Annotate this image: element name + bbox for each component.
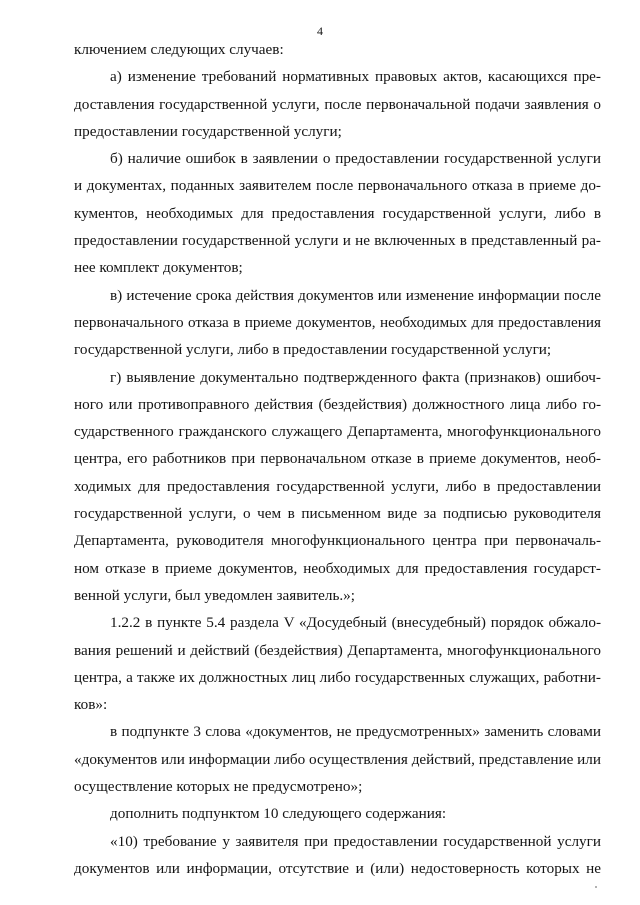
text-line: «10) требование у заявителя при предоставлении государственной услуги	[110, 832, 601, 850]
text-line: ков»:	[74, 696, 108, 714]
document-body	[74, 36, 601, 882]
text-line: ключением следующих случаев:	[74, 41, 284, 58]
page-number: 4	[317, 24, 323, 38]
text-line: государственной услуги, о чем в письменном виде за подписью руководителя	[74, 505, 601, 523]
text-line: доставления государственной услуги, после первоначальной подачи заявления о	[74, 95, 601, 113]
text-line: государственной услуги, либо в предоставлении государственной услуги;	[74, 341, 552, 359]
text-line: 1.2.2 в пункте 5.4 раздела V «Досудебный (внесудебный) порядок обжало-	[110, 614, 601, 632]
text-line: предоставлении государственной услуги;	[74, 122, 342, 140]
text-line: г) выявление документально подтвержденного факта (признаков) ошибоч-	[110, 368, 601, 386]
text-line: нее комплект документов;	[74, 259, 243, 277]
text-line: предоставлении государственной услуги и не включенных в представленный ра-	[74, 232, 601, 250]
text-line: дополнить подпунктом 10 следующего содержания:	[110, 805, 447, 823]
text-line: документов или информации, отсутствие и (или) недостоверность которых не	[74, 859, 601, 877]
text-line: а) изменение требований нормативных правовых актов, касающихся пре-	[110, 68, 601, 86]
scan-speck	[595, 886, 597, 888]
text-line: в) истечение срока действия документов или изменение информации после	[110, 286, 601, 304]
text-line: центра, а также их должностных лиц либо государственных служащих, работни-	[74, 668, 601, 686]
text-line: и документах, поданных заявителем после первоначального отказа в приеме до-	[74, 177, 601, 195]
text-line: вания решений и действий (бездействия) Департамента, многофункционального	[74, 641, 601, 659]
text-line: ного или противоправного действия (бездействия) должностного лица либо го-	[74, 395, 601, 413]
text-line: «документов или информации либо осуществления действий, представление или	[74, 750, 601, 768]
text-line: венной услуги, был уведомлен заявитель.»;	[74, 586, 355, 604]
text-line: б) наличие ошибок в заявлении о предоставлении государственной услуги	[110, 150, 601, 168]
text-line: Департамента, руководителя многофункционального центра при первоначаль-	[74, 532, 601, 550]
text-line: ном отказе в приеме документов, необходимых для предоставления государст-	[74, 559, 601, 577]
text-line: сударственного гражданского служащего Департамента, многофункционального	[74, 423, 601, 441]
text-line: в подпункте 3 слова «документов, не предусмотренных» заменить словами	[110, 723, 601, 741]
text-line: кументов, необходимых для предоставления государственной услуги, либо в	[74, 204, 601, 222]
text-line: осуществление которых не предусмотрено»;	[74, 778, 363, 796]
text-line: центра, его работников при первоначальном отказе в приеме документов, необ-	[74, 450, 601, 468]
text-line: первоначального отказа в приеме документов, необходимых для предоставления	[74, 313, 601, 331]
text-line: ходимых для предоставления государственной услуги, либо в предоставлении	[74, 477, 601, 495]
